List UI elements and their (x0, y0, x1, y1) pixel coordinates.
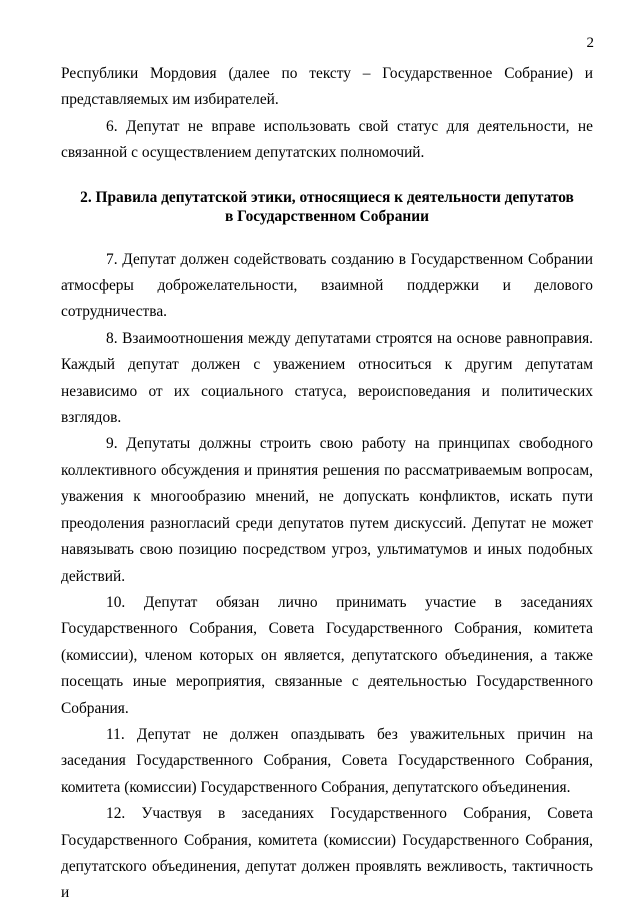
paragraph-12: 12. Участвуя в заседаниях Государственного Собрания, Совета Государственного Собрания, комитета (комиссии) Государственного Собрания, депутатского объединения, депутат должен проявлять вежливость, тактичность и (61, 805, 593, 902)
section-heading (61, 188, 593, 226)
section-heading-line-2: в Государственном Собрании (224, 207, 430, 225)
paragraph-8: 8. Взаимоотношения между депутатами строятся на основе равноправия. Каждый депутат должен с уважением относиться к другим депутатам независимо от их социального статуса, вероисповедания и политических взглядов. (61, 329, 593, 427)
page-number: 2 (586, 35, 594, 51)
paragraph-11: 11. Депутат не должен опаздывать без уважительных причин на заседания Государственного Собрания, Совета Государственного Собрания, комитета (комиссии) Государственного Собрания, депутатского объединения. (61, 725, 593, 796)
paragraph-6: 6. Депутат не вправе использовать свой статус для деятельности, не связанной с осуществлением депутатских полномочий. (61, 117, 593, 162)
paragraph-9: 9. Депутаты должны строить свою работу на принципах свободного коллективного обсуждения и принятия решения по рассматриваемым вопросам, уважения к многообразию мнений, не допускать конфликтов, искать пути преодоления разногласий среди депутатов путем дискуссий. Депутат не может навязывать свою позицию посредством угроз, ультиматумов и иных подобных действий. (61, 435, 593, 585)
paragraph-continuation: Республики Мордовия (далее по тексту – Государственное Собрание) и представляемых им избирателей. (61, 65, 593, 109)
document-body (61, 61, 593, 907)
section-heading-line-1: 2. Правила депутатской этики, относящиеся к деятельности депутатов (80, 188, 574, 206)
paragraph-7: 7. Депутат должен содействовать созданию в Государственном Собрании атмосферы доброжелательности, взаимной поддержки и делового сотрудничества. (61, 250, 593, 321)
paragraph-10: 10. Депутат обязан лично принимать участие в заседаниях Государственного Собрания, Совета Государственного Собрания, комитета (комиссии), членом которых он является, депутатского объединения, а также посещать иные мероприятия, связанные с деятельностью Государственного Собрания. (61, 593, 593, 717)
